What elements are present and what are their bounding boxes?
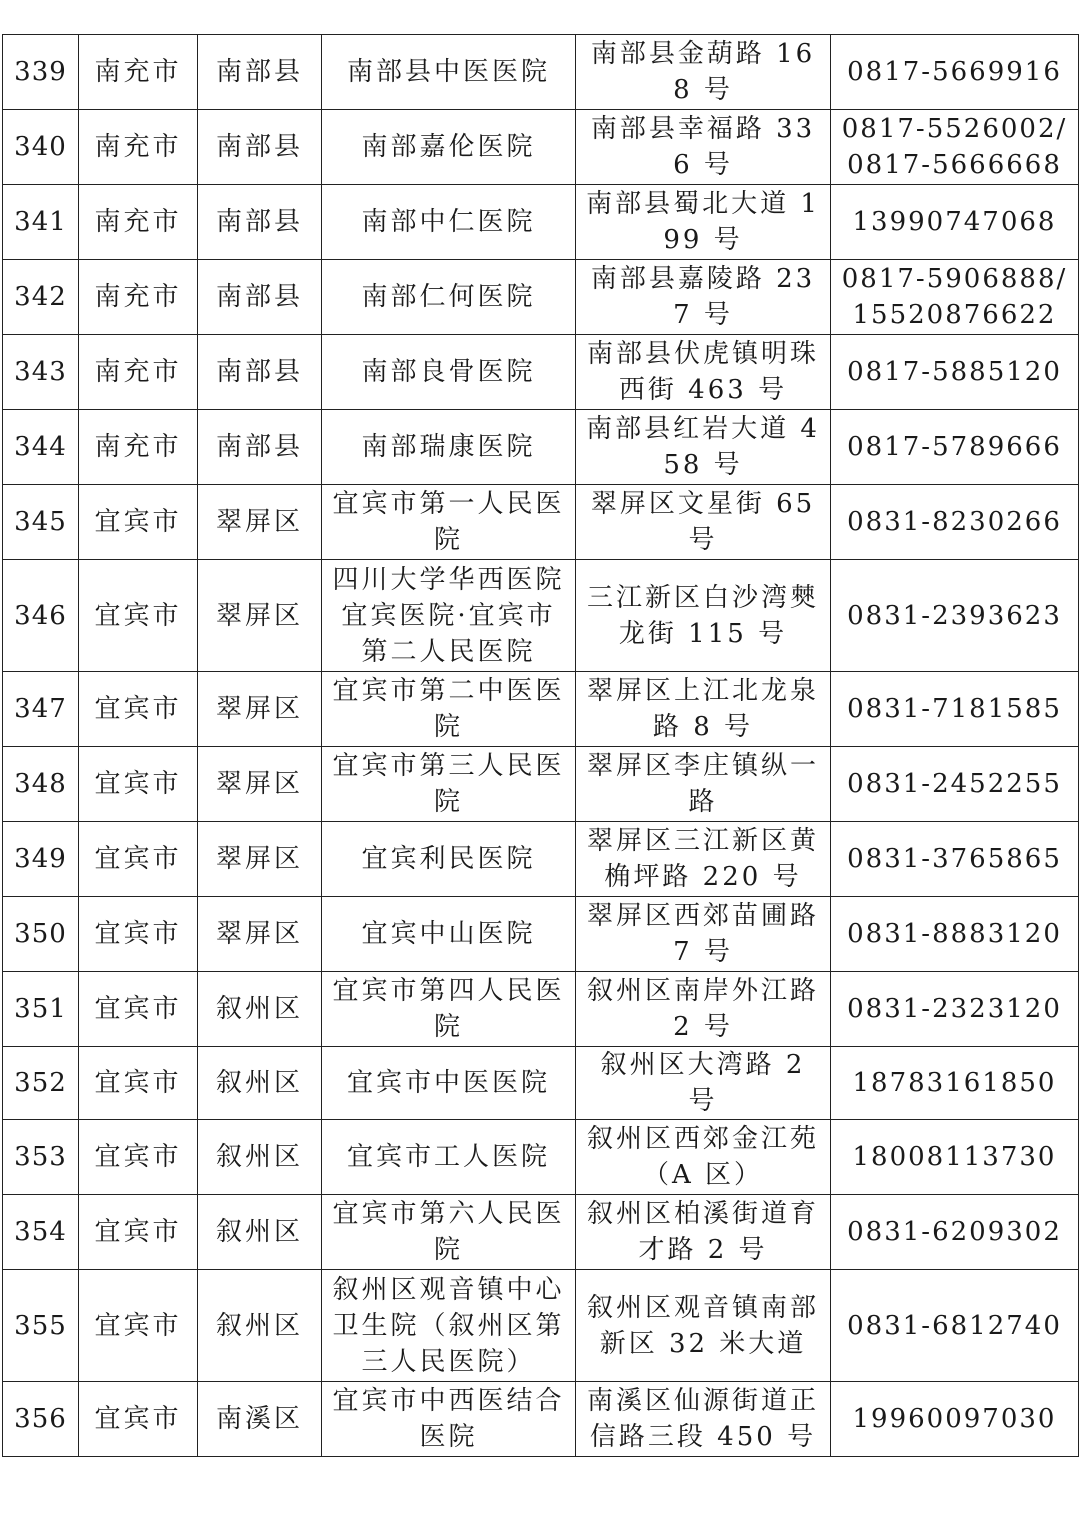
county-cell: 翠屏区 — [198, 822, 322, 897]
county-cell: 叙州区 — [198, 972, 322, 1047]
row-number-cell: 346 — [3, 560, 79, 672]
phone-cell: 0817-5669916 — [831, 35, 1079, 110]
county-cell: 叙州区 — [198, 1195, 322, 1270]
table-row — [3, 335, 1079, 410]
hospital-name-cell: 宜宾市第四人民医院 — [322, 972, 576, 1047]
address-cell: 南溪区仙源街道正信路三段 450 号 — [576, 1382, 831, 1457]
address-cell: 翠屏区西郊苗圃路 7 号 — [576, 897, 831, 972]
row-number-cell: 348 — [3, 747, 79, 822]
phone-cell: 18783161850 — [831, 1047, 1079, 1120]
address-cell: 叙州区柏溪街道育才路 2 号 — [576, 1195, 831, 1270]
hospital-name-cell: 宜宾中山医院 — [322, 897, 576, 972]
hospital-name-cell: 叙州区观音镇中心卫生院（叙州区第三人民医院） — [322, 1270, 576, 1382]
table-row — [3, 747, 1079, 822]
table-row — [3, 1270, 1079, 1382]
hospital-name-cell: 宜宾市第三人民医院 — [322, 747, 576, 822]
address-cell: 叙州区南岸外江路 2 号 — [576, 972, 831, 1047]
county-cell: 南部县 — [198, 335, 322, 410]
phone-cell: 0831-6209302 — [831, 1195, 1079, 1270]
hospital-name-cell: 宜宾市第二中医医院 — [322, 672, 576, 747]
phone-cell: 0831-8230266 — [831, 485, 1079, 560]
address-cell: 叙州区大湾路 2 号 — [576, 1047, 831, 1120]
hospital-name-cell: 宜宾利民医院 — [322, 822, 576, 897]
county-cell: 叙州区 — [198, 1120, 322, 1195]
table-row — [3, 1120, 1079, 1195]
city-cell: 宜宾市 — [79, 672, 198, 747]
row-number-cell: 345 — [3, 485, 79, 560]
address-cell: 翠屏区上江北龙泉路 8 号 — [576, 672, 831, 747]
county-cell: 翠屏区 — [198, 897, 322, 972]
city-cell: 宜宾市 — [79, 822, 198, 897]
address-cell: 三江新区白沙湾僰龙街 115 号 — [576, 560, 831, 672]
phone-cell: 18008113730 — [831, 1120, 1079, 1195]
phone-cell: 0831-2393623 — [831, 560, 1079, 672]
hospital-name-cell: 南部中仁医院 — [322, 185, 576, 260]
phone-cell: 19960097030 — [831, 1382, 1079, 1457]
address-cell: 南部县红岩大道 458 号 — [576, 410, 831, 485]
table-row — [3, 410, 1079, 485]
hospital-name-cell: 南部嘉伦医院 — [322, 110, 576, 185]
phone-cell: 0831-2323120 — [831, 972, 1079, 1047]
county-cell: 南部县 — [198, 185, 322, 260]
table-row — [3, 972, 1079, 1047]
address-cell: 叙州区西郊金江苑（A 区） — [576, 1120, 831, 1195]
county-cell: 叙州区 — [198, 1047, 322, 1120]
phone-cell: 13990747068 — [831, 185, 1079, 260]
phone-cell: 0831-3765865 — [831, 822, 1079, 897]
city-cell: 宜宾市 — [79, 897, 198, 972]
row-number-cell: 355 — [3, 1270, 79, 1382]
address-cell: 南部县嘉陵路 237 号 — [576, 260, 831, 335]
city-cell: 南充市 — [79, 35, 198, 110]
hospital-name-cell: 宜宾市中医医院 — [322, 1047, 576, 1120]
table-row — [3, 485, 1079, 560]
table-row — [3, 822, 1079, 897]
address-cell: 翠屏区李庄镇纵一路 — [576, 747, 831, 822]
county-cell: 翠屏区 — [198, 485, 322, 560]
row-number-cell: 339 — [3, 35, 79, 110]
city-cell: 南充市 — [79, 260, 198, 335]
hospital-name-cell: 四川大学华西医院宜宾医院·宜宾市第二人民医院 — [322, 560, 576, 672]
phone-cell: 0817-5906888/15520876622 — [831, 260, 1079, 335]
row-number-cell: 350 — [3, 897, 79, 972]
row-number-cell: 343 — [3, 335, 79, 410]
phone-cell: 0817-5526002/0817-5666668 — [831, 110, 1079, 185]
city-cell: 南充市 — [79, 110, 198, 185]
table-row — [3, 35, 1079, 110]
city-cell: 宜宾市 — [79, 1382, 198, 1457]
table-row — [3, 1195, 1079, 1270]
row-number-cell: 342 — [3, 260, 79, 335]
hospital-name-cell: 宜宾市中西医结合医院 — [322, 1382, 576, 1457]
county-cell: 翠屏区 — [198, 747, 322, 822]
row-number-cell: 351 — [3, 972, 79, 1047]
row-number-cell: 349 — [3, 822, 79, 897]
row-number-cell: 352 — [3, 1047, 79, 1120]
table-row — [3, 260, 1079, 335]
phone-cell: 0817-5789666 — [831, 410, 1079, 485]
county-cell: 南部县 — [198, 35, 322, 110]
city-cell: 宜宾市 — [79, 1047, 198, 1120]
county-cell: 南部县 — [198, 410, 322, 485]
county-cell: 南溪区 — [198, 1382, 322, 1457]
phone-cell: 0831-7181585 — [831, 672, 1079, 747]
row-number-cell: 341 — [3, 185, 79, 260]
address-cell: 南部县金葫路 168 号 — [576, 35, 831, 110]
table-row — [3, 897, 1079, 972]
city-cell: 宜宾市 — [79, 1195, 198, 1270]
address-cell: 翠屏区三江新区黄桷坪路 220 号 — [576, 822, 831, 897]
table-row — [3, 1047, 1079, 1120]
city-cell: 宜宾市 — [79, 747, 198, 822]
city-cell: 宜宾市 — [79, 1120, 198, 1195]
address-cell: 南部县幸福路 336 号 — [576, 110, 831, 185]
row-number-cell: 340 — [3, 110, 79, 185]
hospital-name-cell: 南部县中医医院 — [322, 35, 576, 110]
phone-cell: 0831-8883120 — [831, 897, 1079, 972]
row-number-cell: 353 — [3, 1120, 79, 1195]
table-body — [3, 35, 1079, 1457]
city-cell: 宜宾市 — [79, 560, 198, 672]
city-cell: 南充市 — [79, 335, 198, 410]
hospital-name-cell: 宜宾市第六人民医院 — [322, 1195, 576, 1270]
row-number-cell: 347 — [3, 672, 79, 747]
address-cell: 南部县伏虎镇明珠西街 463 号 — [576, 335, 831, 410]
county-cell: 叙州区 — [198, 1270, 322, 1382]
city-cell: 宜宾市 — [79, 485, 198, 560]
phone-cell: 0817-5885120 — [831, 335, 1079, 410]
table-row — [3, 560, 1079, 672]
county-cell: 南部县 — [198, 260, 322, 335]
phone-cell: 0831-6812740 — [831, 1270, 1079, 1382]
address-cell: 翠屏区文星街 65 号 — [576, 485, 831, 560]
county-cell: 南部县 — [198, 110, 322, 185]
table-row — [3, 1382, 1079, 1457]
county-cell: 翠屏区 — [198, 560, 322, 672]
county-cell: 翠屏区 — [198, 672, 322, 747]
city-cell: 南充市 — [79, 185, 198, 260]
table-row — [3, 110, 1079, 185]
city-cell: 南充市 — [79, 410, 198, 485]
row-number-cell: 354 — [3, 1195, 79, 1270]
hospital-name-cell: 宜宾市第一人民医院 — [322, 485, 576, 560]
city-cell: 宜宾市 — [79, 972, 198, 1047]
address-cell: 叙州区观音镇南部新区 32 米大道 — [576, 1270, 831, 1382]
table-row — [3, 185, 1079, 260]
city-cell: 宜宾市 — [79, 1270, 198, 1382]
row-number-cell: 344 — [3, 410, 79, 485]
phone-cell: 0831-2452255 — [831, 747, 1079, 822]
hospital-name-cell: 南部良骨医院 — [322, 335, 576, 410]
hospital-list-table — [2, 34, 1079, 1457]
row-number-cell: 356 — [3, 1382, 79, 1457]
table-row — [3, 672, 1079, 747]
hospital-name-cell: 宜宾市工人医院 — [322, 1120, 576, 1195]
hospital-name-cell: 南部仁何医院 — [322, 260, 576, 335]
hospital-name-cell: 南部瑞康医院 — [322, 410, 576, 485]
address-cell: 南部县蜀北大道 199 号 — [576, 185, 831, 260]
